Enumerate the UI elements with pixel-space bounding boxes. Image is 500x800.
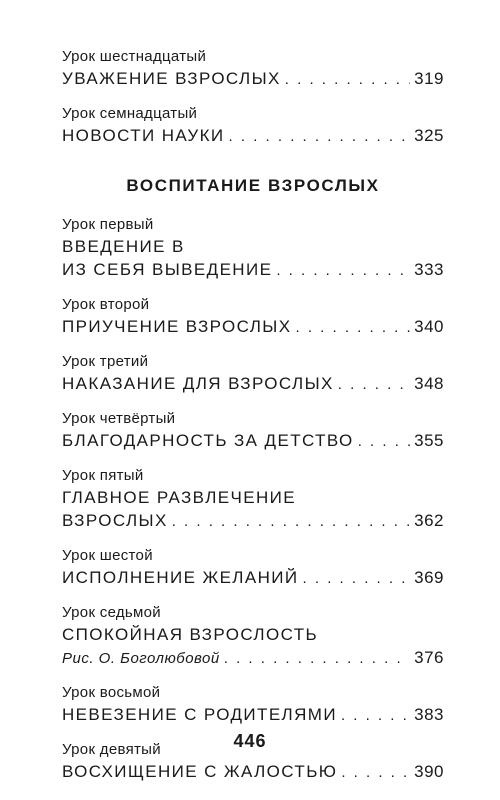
- lesson-number: Урок третий: [62, 353, 149, 370]
- toc-entry[interactable]: [62, 408, 444, 453]
- lesson-title: ПРИУЧЕНИЕ ВЗРОСЛЫХ: [62, 317, 292, 336]
- page-ref: 348: [414, 374, 444, 393]
- dot-leader: [285, 68, 410, 91]
- page-ref: 355: [414, 431, 444, 450]
- page-ref: 383: [414, 705, 444, 724]
- lesson-number: Урок пятый: [62, 467, 144, 484]
- toc-entry[interactable]: [62, 294, 444, 339]
- lesson-number: Урок первый: [62, 216, 154, 233]
- lesson-title: ВЗРОСЛЫХ: [62, 511, 168, 530]
- dot-leader: [224, 647, 410, 670]
- toc-entry[interactable]: [62, 465, 444, 533]
- dot-leader: [341, 761, 410, 784]
- lesson-title: БЛАГОДАРНОСТЬ ЗА ДЕТСТВО: [62, 431, 354, 450]
- lesson-title-line1: СПОКОЙНАЯ ВЗРОСЛОСТЬ: [62, 625, 319, 644]
- page-number: 446: [233, 731, 267, 751]
- toc-entry[interactable]: [62, 103, 444, 148]
- page-ref: 362: [414, 511, 444, 530]
- page-ref: 333: [414, 260, 444, 279]
- dot-leader: [172, 510, 410, 533]
- page-ref: 340: [414, 317, 444, 336]
- lesson-number: Урок восьмой: [62, 684, 161, 701]
- lesson-title: ИЗ СЕБЯ ВЫВЕДЕНИЕ: [62, 260, 273, 279]
- page-ref: 325: [414, 126, 444, 145]
- lesson-title: ВОСХИЩЕНИЕ С ЖАЛОСТЬЮ: [62, 762, 338, 781]
- dot-leader: [303, 567, 411, 590]
- lesson-number: Урок седьмой: [62, 604, 161, 621]
- lesson-number: Урок четвёртый: [62, 410, 176, 427]
- lesson-title: ИСПОЛНЕНИЕ ЖЕЛАНИЙ: [62, 568, 299, 587]
- toc-entry[interactable]: [62, 351, 444, 396]
- toc-entry[interactable]: [62, 545, 444, 590]
- lesson-title: НАКАЗАНИЕ ДЛЯ ВЗРОСЛЫХ: [62, 374, 334, 393]
- dot-leader: [296, 316, 411, 339]
- dot-leader: [276, 259, 410, 282]
- dot-leader: [341, 704, 410, 727]
- page-ref: 319: [414, 69, 444, 88]
- toc-entry[interactable]: [62, 602, 444, 670]
- dot-leader: [358, 430, 410, 453]
- dot-leader: [229, 125, 411, 148]
- section-heading: ВОСПИТАНИЕ ВЗРОСЛЫХ: [126, 176, 380, 195]
- lesson-title: НЕВЕЗЕНИЕ С РОДИТЕЛЯМИ: [62, 705, 337, 724]
- dot-leader: [338, 373, 410, 396]
- lesson-title: УВАЖЕНИЕ ВЗРОСЛЫХ: [62, 69, 281, 88]
- lesson-number: Урок шестнадцатый: [62, 48, 207, 65]
- lesson-number: Урок девятый: [62, 741, 161, 758]
- lesson-title-line1: ГЛАВНОЕ РАЗВЛЕЧЕНИЕ: [62, 488, 297, 507]
- page-ref: 376: [414, 648, 444, 667]
- toc-entry[interactable]: [62, 682, 444, 727]
- table-of-contents: [62, 46, 444, 796]
- lesson-number: Урок второй: [62, 296, 150, 313]
- page-ref: 390: [414, 762, 444, 781]
- lesson-title-line1: ВВЕДЕНИЕ В: [62, 237, 185, 256]
- illustrator-credit: Рис. О. Боголюбовой: [62, 650, 220, 667]
- lesson-number: Урок шестой: [62, 547, 153, 564]
- lesson-title: НОВОСТИ НАУКИ: [62, 126, 225, 145]
- lesson-number: Урок семнадцатый: [62, 105, 198, 122]
- toc-entry[interactable]: [62, 214, 444, 282]
- page-ref: 369: [414, 568, 444, 587]
- toc-entry[interactable]: [62, 46, 444, 91]
